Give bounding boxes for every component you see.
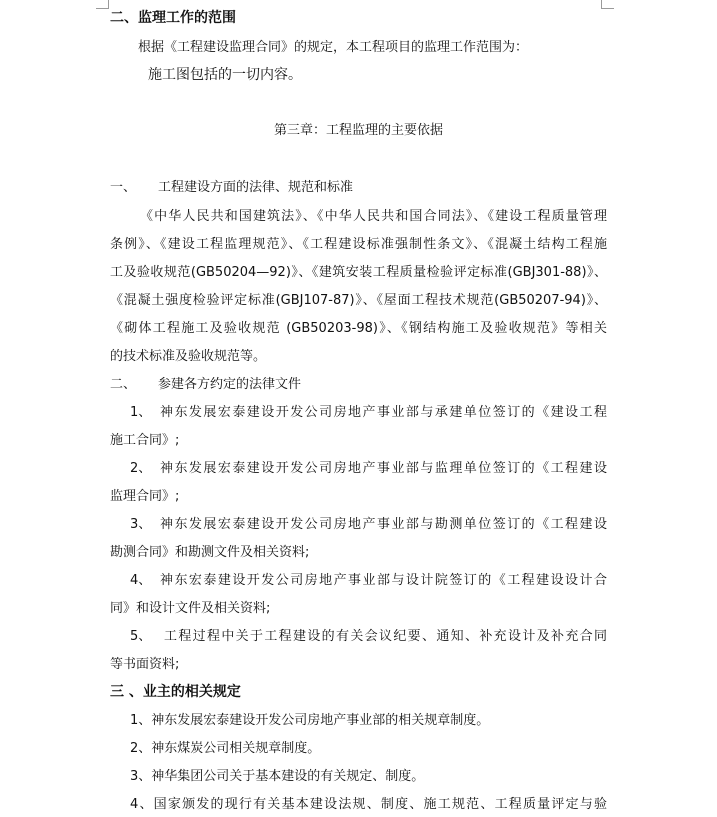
section2-scope: 施工图包括的一切内容。 bbox=[148, 67, 302, 83]
part3-heading: 三 、业主的相关规定 bbox=[110, 684, 241, 700]
section2-intro: 根据《工程建设监理合同》的规定，本工程项目的监理工作范围为： bbox=[138, 40, 529, 55]
part3-item: 2、神东煤炭公司相关规章制度。 bbox=[130, 741, 321, 756]
part2-item-line: 神东发展宏泰建设开发公司房地产事业部与勘测单位签订的《工程建设 bbox=[160, 517, 607, 532]
part1-text-line: 条例》、《建设工程监理规范》、《工程建设标准强制性条文》、《混凝土结构工程施 bbox=[110, 237, 607, 252]
part2-item-line: 神东发展宏泰建设开发公司房地产事业部与承建单位签订的《建设工程 bbox=[160, 405, 607, 420]
part2-item-number: 4、 bbox=[130, 573, 152, 588]
part2-item-line: 工程过程中关于工程建设的有关会议纪要、通知、补充设计及补充合同 bbox=[164, 629, 607, 644]
part2-item-line: 勘测合同》和勘测文件及相关资料; bbox=[110, 545, 310, 560]
part1-text-line: 《混凝土强度检验评定标准(GBJ107-87)》、《屋面工程技术规范(GB50207-94)》、 bbox=[110, 293, 607, 308]
part3-item: 4、国家颁发的现行有关基本建设法规、制度、施工规范、工程质量评定与验 bbox=[130, 797, 607, 812]
part2-item-number: 1、 bbox=[130, 405, 152, 420]
part2-item-line: 监理合同》; bbox=[110, 489, 180, 504]
part1-text-line: 工及验收规范(GB50204—92)》、《建筑安装工程质量检验评定标准(GBJ301-88)》、 bbox=[110, 265, 607, 280]
part1-heading: 工程建设方面的法律、规范和标准 bbox=[158, 180, 354, 195]
part2-item-line: 神东宏泰建设开发公司房地产事业部与设计院签订的《工程建设设计合 bbox=[160, 573, 607, 588]
part2-item-line: 等书面资料; bbox=[110, 657, 180, 672]
part3-item: 1、神东发展宏泰建设开发公司房地产事业部的相关规章制度。 bbox=[130, 713, 490, 728]
part3-item: 3、神华集团公司关于基本建设的有关规定、制度。 bbox=[130, 769, 425, 784]
part1-text-line: 《中华人民共和国建筑法》、《中华人民共和国合同法》、《建设工程质量管理 bbox=[140, 209, 607, 224]
part2-item-line: 同》和设计文件及相关资料; bbox=[110, 601, 271, 616]
crop-mark-right bbox=[601, 0, 614, 9]
crop-mark-left bbox=[96, 0, 109, 9]
section2-heading: 二、监理工作的范围 bbox=[110, 10, 236, 26]
part2-item-number: 5、 bbox=[130, 629, 152, 644]
part2-item-line: 施工合同》; bbox=[110, 433, 180, 448]
part1-text-line: 《砌体工程施工及验收规范 (GB50203-98)》、《钢结构施工及验收规范》等相关 bbox=[110, 321, 607, 336]
part2-item-number: 2、 bbox=[130, 461, 152, 476]
part2-heading: 参建各方约定的法律文件 bbox=[158, 377, 302, 392]
part2-number: 二、 bbox=[110, 377, 137, 392]
part1-number: 一、 bbox=[110, 180, 137, 195]
part2-item-line: 神东发展宏泰建设开发公司房地产事业部与监理单位签订的《工程建设 bbox=[160, 461, 607, 476]
part1-text-line: 的技术标准及验收规范等。 bbox=[110, 349, 267, 364]
part2-item-number: 3、 bbox=[130, 517, 152, 532]
chapter3-title: 第三章：工程监理的主要依据 bbox=[273, 123, 443, 138]
